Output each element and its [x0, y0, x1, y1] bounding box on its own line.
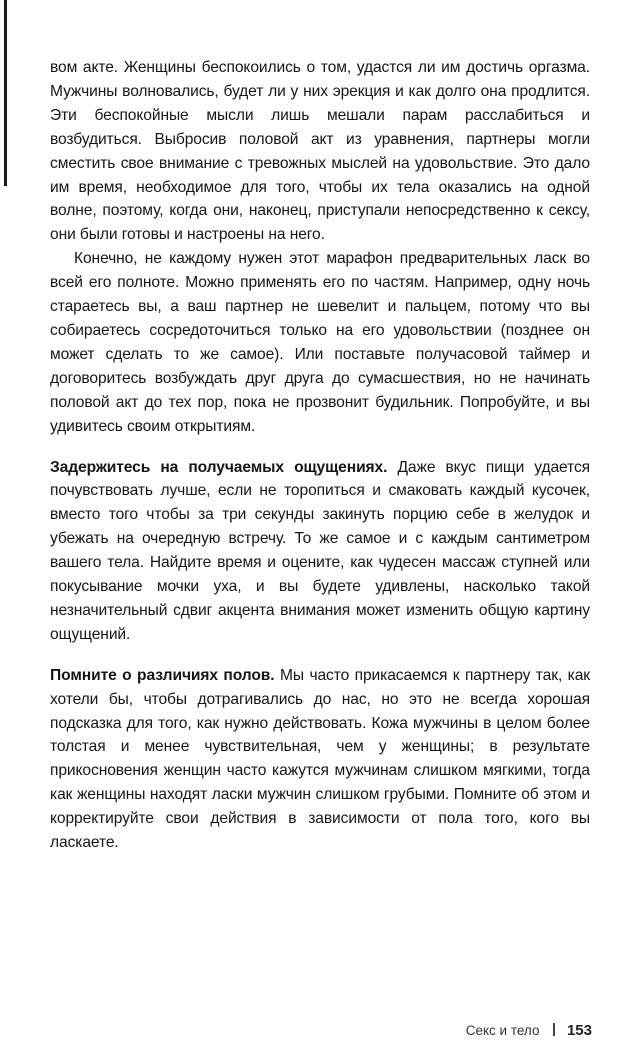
paragraph-marathon [50, 247, 590, 438]
page-body [50, 56, 590, 855]
running-title: Секс и тело [465, 1023, 540, 1038]
page-footer [466, 1022, 592, 1039]
paragraph-lead-heading: Задержитесь на получаемых ощущениях. [50, 458, 388, 476]
paragraph-gender-differences [50, 664, 590, 855]
paragraph-text: Конечно, не каждому нужен этот марафон предварительных ласк во всей его полноте. Можно применять его по частям. Например, одну ночь стараетесь вы, а ваш партнер не шевелит и пальцем, потому что вы собираетесь сосредоточиться только на его удовольствии (позднее он может сделать то же самое). Или поставьте получасовой таймер и договоритесь возбуждать друг друга до сумасшествия, но не начинать половой акт до тех пор, пока не прозвонит будильник. Попробуйте, и вы удивитесь своим открытиям. [50, 250, 590, 435]
left-margin-rule [4, 0, 7, 186]
paragraph-text: Мы часто прикасаемся к партнеру так, как хотели бы, чтобы дотрагивались до нас, но это не всегда хорошая подсказка для того, как нужно действовать. Кожа мужчины в целом более толстая и менее чувствительная, чем у женщины; в результате прикосновения женщин часто кажутся мужчинам слишком мягкими, тогда как женщины находят ласки мужчин слишком грубыми. Помните об этом и корректируйте свои действия в зависимости от пола того, кого вы ласкаете. [50, 666, 590, 852]
paragraph-continuation [50, 56, 590, 247]
paragraph-sensations [50, 456, 590, 647]
footer-divider [553, 1023, 555, 1036]
page-number: 153 [566, 1022, 592, 1039]
paragraph-lead-heading: Помните о различиях полов. [50, 666, 275, 684]
paragraph-text: Даже вкус пищи удается почувствовать лучше, если не торопиться и смаковать каждый кусочек, вместо того чтобы за три секунды закинуть порцию себе в желудок и убежать на очередную встречу. То же самое и с каждым сантиметром вашего тела. Найдите время и оцените, как чудесен массаж ступней или покусывание мочки уха, и вы будете удивлены, насколько такой незначительный сдвиг акцента внимания может изменить общую картину ощущений. [50, 458, 590, 643]
paragraph-text: вом акте. Женщины беспокоились о том, удастся ли им достичь оргазма. Мужчины волновались, будет ли у них эрекция и как долго она продлится. Эти беспокойные мысли лишь мешали парам расслабиться и возбудиться. Выбросив половой акт из уравнения, партнеры могли сместить свое внимание с тревожных мыслей на удовольствие. Это дало им время, необходимое для того, чтобы их тела оказались на одной волне, поэтому, когда они, наконец, приступали непосредственно к сексу, они были готовы и настроены на него. [50, 59, 590, 244]
